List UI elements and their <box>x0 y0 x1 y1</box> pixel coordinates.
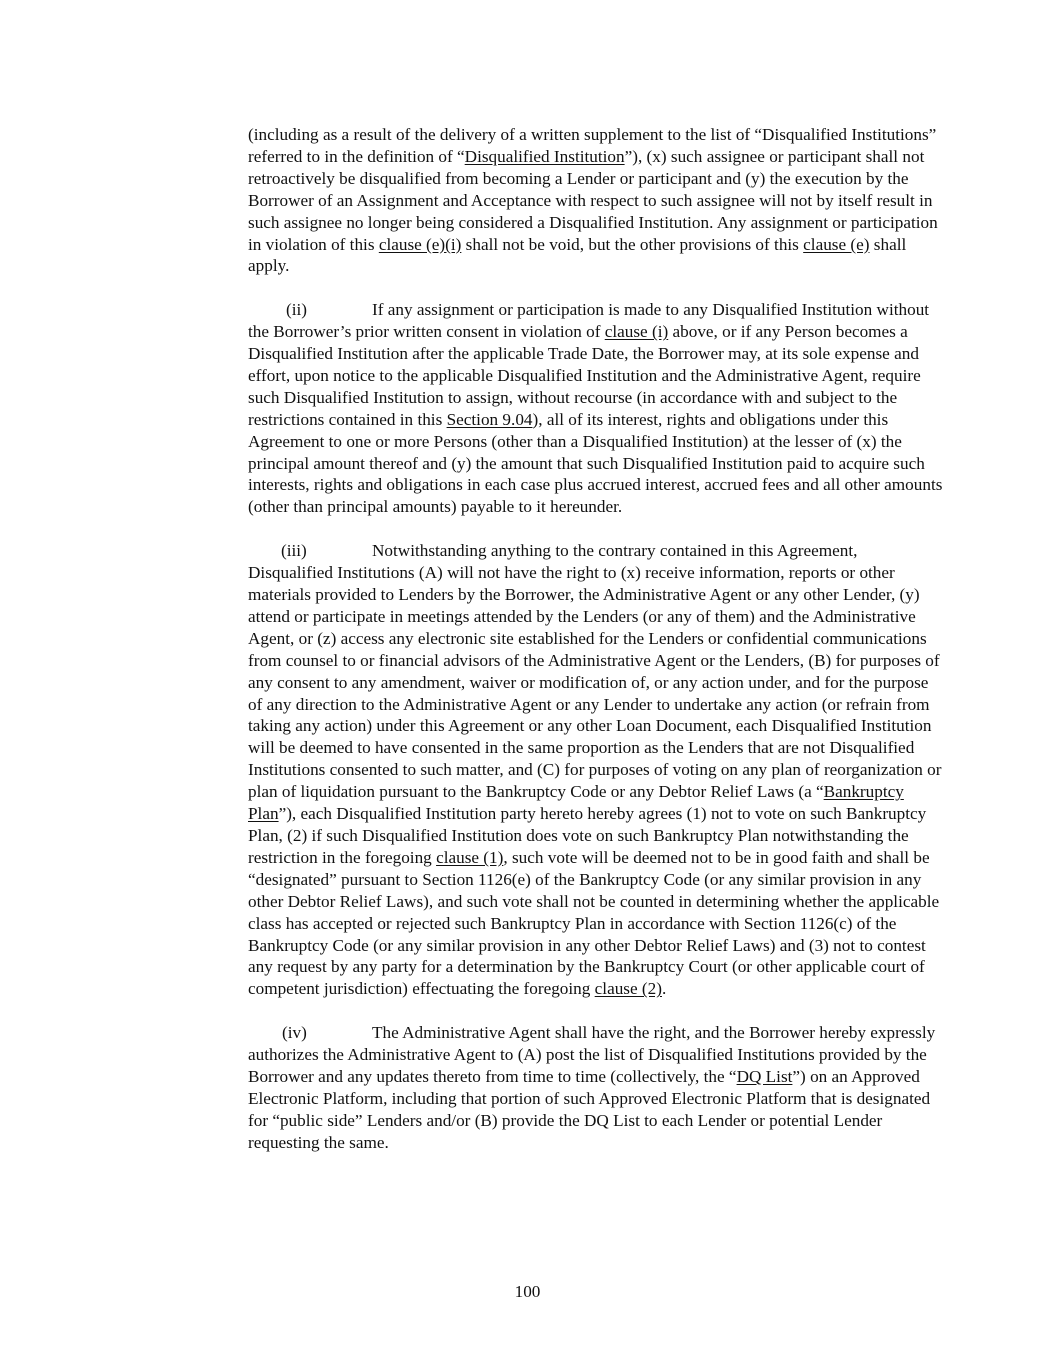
text-run: ”), each Disqualified Institution party hereto hereby agrees (1) not to vote on such Bankruptcy Plan, (2) if such Disqualified Institution does vote on such Bankruptcy Plan notwithstanding the restriction in the foregoing <box>248 804 927 867</box>
defined-term-disqualified-institution: Disqualified Institution <box>464 146 625 166</box>
paragraph-iv <box>248 1022 943 1153</box>
text-run: If any assignment or participation is made to any Disqualified Institution without the Borrower’s prior written consent in violation of <box>248 300 930 342</box>
clause-number: (iii) <box>281 541 307 561</box>
text-run: . <box>661 979 667 999</box>
text-run: shall apply. <box>248 234 907 276</box>
text-run: above, or if any Person becomes a Disqualified Institution after the applicable Trade Date, the Borrower may, at its sole expense and effort, upon notice to the applicable Disqualified Institution and the Administrative Agent, require such Disqualified Institution to assign, without recourse (in accordance with and subject to the restrictions contained in this <box>248 322 921 429</box>
text-run: , such vote will be deemed not to be in good faith and shall be “designated” pursuant to Section 1126(e) of the Bankruptcy Code (or any similar provision in any other Debtor Relief Laws), and such vote shall not be counted in determining whether the applicable class has accepted or rejected such Bankruptcy Plan in accordance with Section 1126(c) of the Bankruptcy Code (or any similar provision in any other Debtor Relief Laws) and (3) not to contest any request by any party for a determination by the Bankruptcy Court (or other applicable court of competent jurisdiction) effectuating the foregoing <box>248 847 940 999</box>
cross-reference-clause-i: clause (i) <box>604 322 669 342</box>
text-run: shall not be void, but the other provisions of this <box>461 234 804 254</box>
text-run: (including as a result of the delivery of a written supplement to the list of “Disqualified Institutions” referred to in the definition of “ <box>248 125 937 166</box>
cross-reference-section-9-04: Section 9.04 <box>446 409 533 429</box>
text-run: ”) on an Approved Electronic Platform, including that portion of such Approved Electronic Platform that is designated for “public side” Lenders and/or (B) provide the DQ List to each Lender or potential Lender requesting the same. <box>248 1066 931 1152</box>
text-run: The Administrative Agent shall have the right, and the Borrower hereby expressly authorizes the Administrative Agent to (A) post the list of Disqualified Institutions provided by the Borrower and any updates thereto from time to time (collectively, the “ <box>248 1023 936 1086</box>
paragraph-ii <box>248 299 943 518</box>
text-run: Notwithstanding anything to the contrary contained in this Agreement, Disqualified Institutions (A) will not have the right to (x) receive information, reports or other materials provided to Lenders by the Borrower, the Administrative Agent or any other Lender, (y) attend or participate in meetings attended by the Lenders (or any of them) and the Administrative Agent, or (z) access any electronic site established for the Lenders or confidential communications from counsel to or financial advisors of the Administrative Agent or the Lenders, (B) for purposes of any consent to any amendment, waiver or modification of, or any action under, and for the purpose of any direction to the Administrative Agent or any Lender to undertake any action (or refrain from taking any action) under this Agreement or any other Loan Document, each Disqualified Institution will be deemed to have consented in the same proportion as the Lenders that are not Disqualified Institutions consented to such matter, and (C) for purposes of voting on any plan of reorganization or plan of liquidation pursuant to the Bankruptcy Code or any Debtor Relief Laws (a “ <box>248 541 942 802</box>
clause-number: (iv) <box>282 1023 307 1043</box>
cross-reference-clause-e-i: clause (e)(i) <box>378 234 462 254</box>
text-run: ), all of its interest, rights and obligations under this Agreement to one or more Persons (other than a Disqualified Institution) at the lesser of (x) the principal amount thereof and (y) the amount that such Disqualified Institution paid to acquire such interests, rights and obligations in each case plus accrued interest, accrued fees and all other amounts (other than principal amounts) payable to it hereunder. <box>248 409 943 517</box>
page-number: 100 <box>514 1282 541 1301</box>
clause-number: (ii) <box>286 300 307 320</box>
paragraph-continuation <box>248 124 943 277</box>
defined-term-bankruptcy-plan: Bankruptcy Plan <box>248 782 904 824</box>
defined-term-dq-list: DQ List <box>736 1066 793 1086</box>
document-body <box>248 124 943 1175</box>
text-run: ”), (x) such assignee or participant shall not retroactively be disqualified from becoming a Lender or participant and (y) the execution by the Borrower of an Assignment and Acceptance with respect to such assignee will not by itself result in such assignee no longer being considered a Disqualified Institution. Any assignment or participation in violation of this <box>248 146 938 254</box>
paragraph-iii <box>248 540 943 1000</box>
cross-reference-clause-1: clause (1) <box>436 847 504 867</box>
cross-reference-clause-2: clause (2) <box>594 979 662 999</box>
cross-reference-clause-e: clause (e) <box>803 234 870 254</box>
